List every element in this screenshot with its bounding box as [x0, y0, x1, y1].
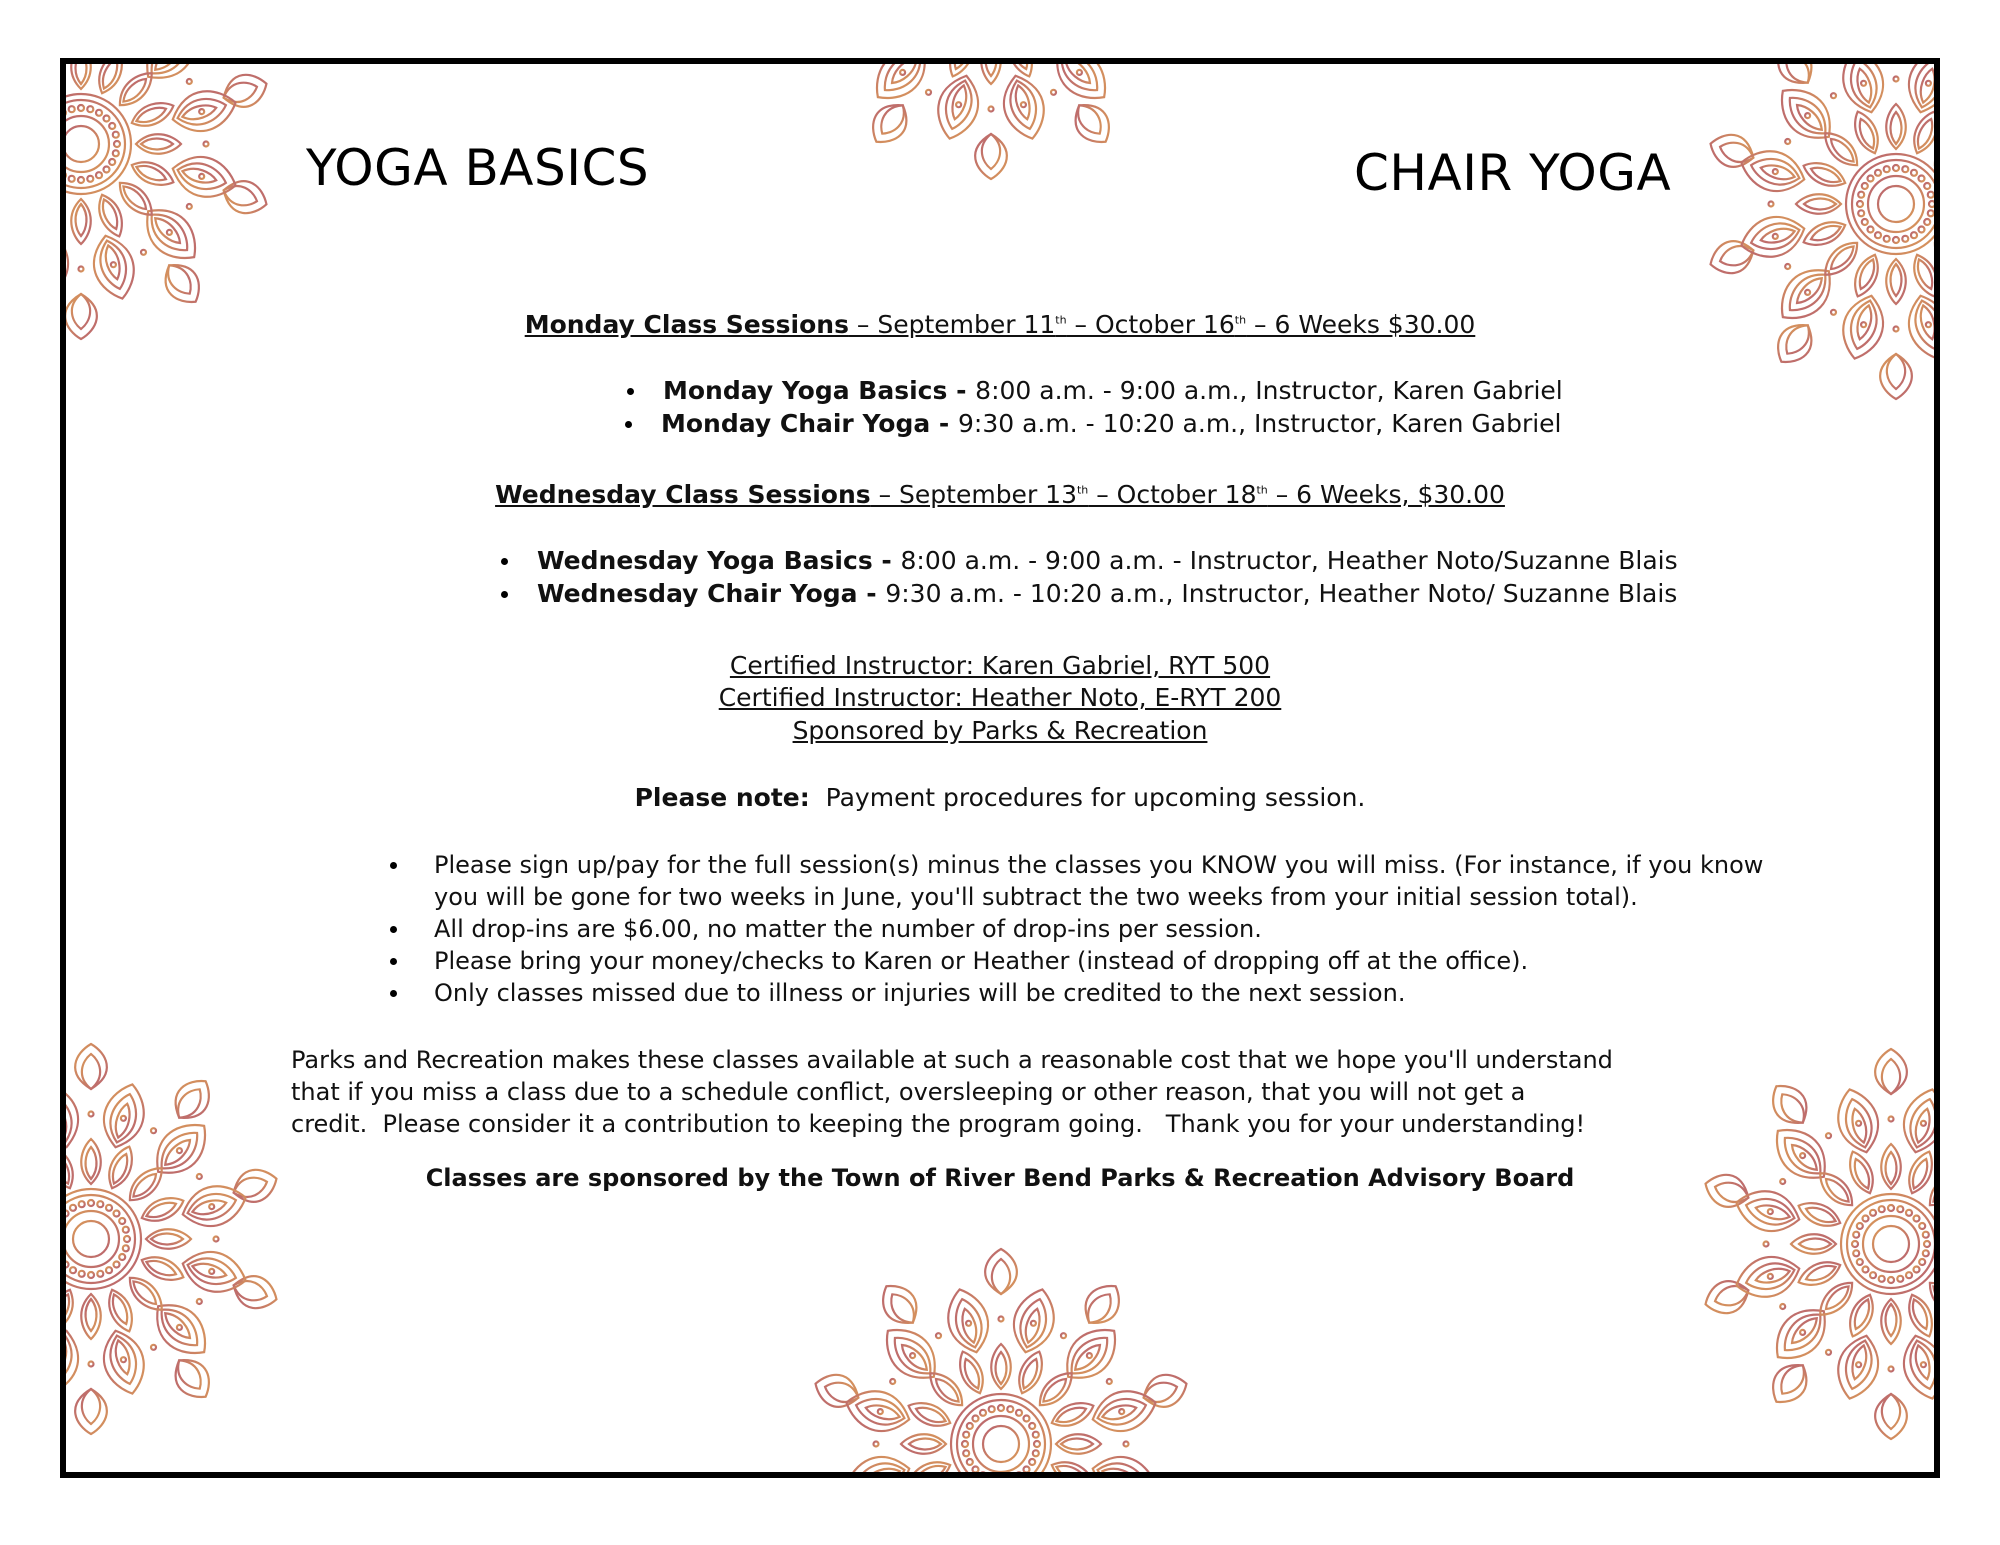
monday-sup-1: th — [1055, 313, 1067, 327]
policy-text: All drop-ins are $6.00, no matter the number of drop-ins per session. — [434, 915, 1262, 943]
item-label: Wednesday Chair Yoga - — [537, 579, 886, 608]
wednesday-sup-1: th — [1076, 483, 1089, 497]
sponsor-line: Sponsored by Parks & Recreation — [792, 716, 1208, 745]
bullet-icon — [501, 558, 508, 565]
chair-yoga-heading: CHAIR YOGA — [1354, 144, 1672, 202]
bullet-icon — [627, 388, 634, 395]
item-text: 9:30 a.m. - 10:20 a.m., Instructor, Heather Noto/ Suzanne Blais — [885, 579, 1678, 608]
wednesday-yoga-basics-item — [537, 545, 1678, 577]
paragraph-line: Parks and Recreation makes these classes available at such a reasonable cost that we hope you'll understand — [291, 1046, 1613, 1074]
monday-session-header — [66, 309, 1934, 341]
bullet-icon — [625, 421, 632, 428]
paragraph-line: credit. Please consider it a contribution to keeping the program going. Thank you for your understanding! — [291, 1110, 1586, 1138]
monday-session-start: – September 11 — [848, 310, 1056, 339]
policy-item — [388, 913, 1768, 945]
policy-text: Only classes missed due to illness or injuries will be credited to the next session. — [434, 979, 1406, 1007]
wednesday-session-price: – 6 Weeks, $30.00 — [1267, 480, 1505, 509]
wednesday-sup-2: th — [1256, 483, 1268, 497]
mandala-top-right-decoration — [1696, 58, 1940, 404]
monday-sup-2: th — [1234, 313, 1247, 327]
payment-policies-list — [388, 849, 1768, 1009]
please-note-label: Please note: — [634, 783, 810, 812]
sponsor-footer: Classes are sponsored by the Town of River Bend Parks & Recreation Advisory Board — [425, 1164, 1575, 1192]
flyer-frame — [60, 58, 1940, 1478]
certification-karen: Certified Instructor: Karen Gabriel, RYT 500 — [729, 651, 1271, 680]
policy-item — [388, 849, 1768, 913]
monday-session-label: Monday Class Sessions — [524, 310, 849, 339]
wednesday-session-end: – October 18 — [1088, 480, 1257, 509]
bullet-icon — [390, 926, 397, 933]
policy-text: Please bring your money/checks to Karen or Heather (instead of dropping off at the office). — [434, 947, 1529, 975]
mandala-top-left-decoration — [60, 58, 281, 344]
bullet-icon — [390, 990, 397, 997]
paragraph-line: that if you miss a class due to a schedule conflict, oversleeping or other reason, that you will not get a — [291, 1078, 1526, 1106]
please-note-line — [66, 782, 1934, 814]
monday-session-price: – 6 Weeks $30.00 — [1246, 310, 1476, 339]
monday-session-end: – October 16 — [1066, 310, 1235, 339]
item-label: Wednesday Yoga Basics - — [537, 546, 901, 575]
credit-policy-paragraph — [291, 1044, 1741, 1140]
mandala-top-center-decoration — [791, 58, 1191, 184]
wednesday-session-header — [66, 479, 1934, 511]
wednesday-session-label: Wednesday Class Sessions — [495, 480, 871, 509]
policy-item — [388, 977, 1768, 1009]
item-label: Monday Chair Yoga - — [661, 409, 958, 438]
item-text: 9:30 a.m. - 10:20 a.m., Instructor, Karen Gabriel — [958, 409, 1562, 438]
mandala-bottom-center-decoration — [801, 1244, 1201, 1478]
wednesday-chair-yoga-item — [537, 578, 1677, 610]
bullet-icon — [390, 862, 397, 869]
monday-chair-yoga-item — [661, 408, 1562, 440]
wednesday-session-start: – September 13 — [870, 480, 1077, 509]
item-text: 8:00 a.m. - 9:00 a.m., Instructor, Karen Gabriel — [975, 376, 1563, 405]
yoga-basics-heading: YOGA BASICS — [306, 139, 650, 197]
item-text: 8:00 a.m. - 9:00 a.m. - Instructor, Heather Noto/Suzanne Blais — [900, 546, 1678, 575]
certification-heather: Certified Instructor: Heather Noto, E-RYT 200 — [718, 683, 1282, 712]
please-note-text: Payment procedures for upcoming session. — [809, 783, 1366, 812]
bullet-icon — [390, 958, 397, 965]
monday-yoga-basics-item — [663, 375, 1563, 407]
item-label: Monday Yoga Basics - — [663, 376, 976, 405]
bullet-icon — [501, 591, 508, 598]
policy-item — [388, 945, 1768, 977]
mandala-bottom-left-decoration — [60, 1039, 291, 1439]
policy-text: Please sign up/pay for the full session(s) minus the classes you KNOW you will miss. (For instance, if you know you will be gone for two weeks in June, you'll subtract the two weeks from your initial session total). — [434, 851, 1764, 911]
